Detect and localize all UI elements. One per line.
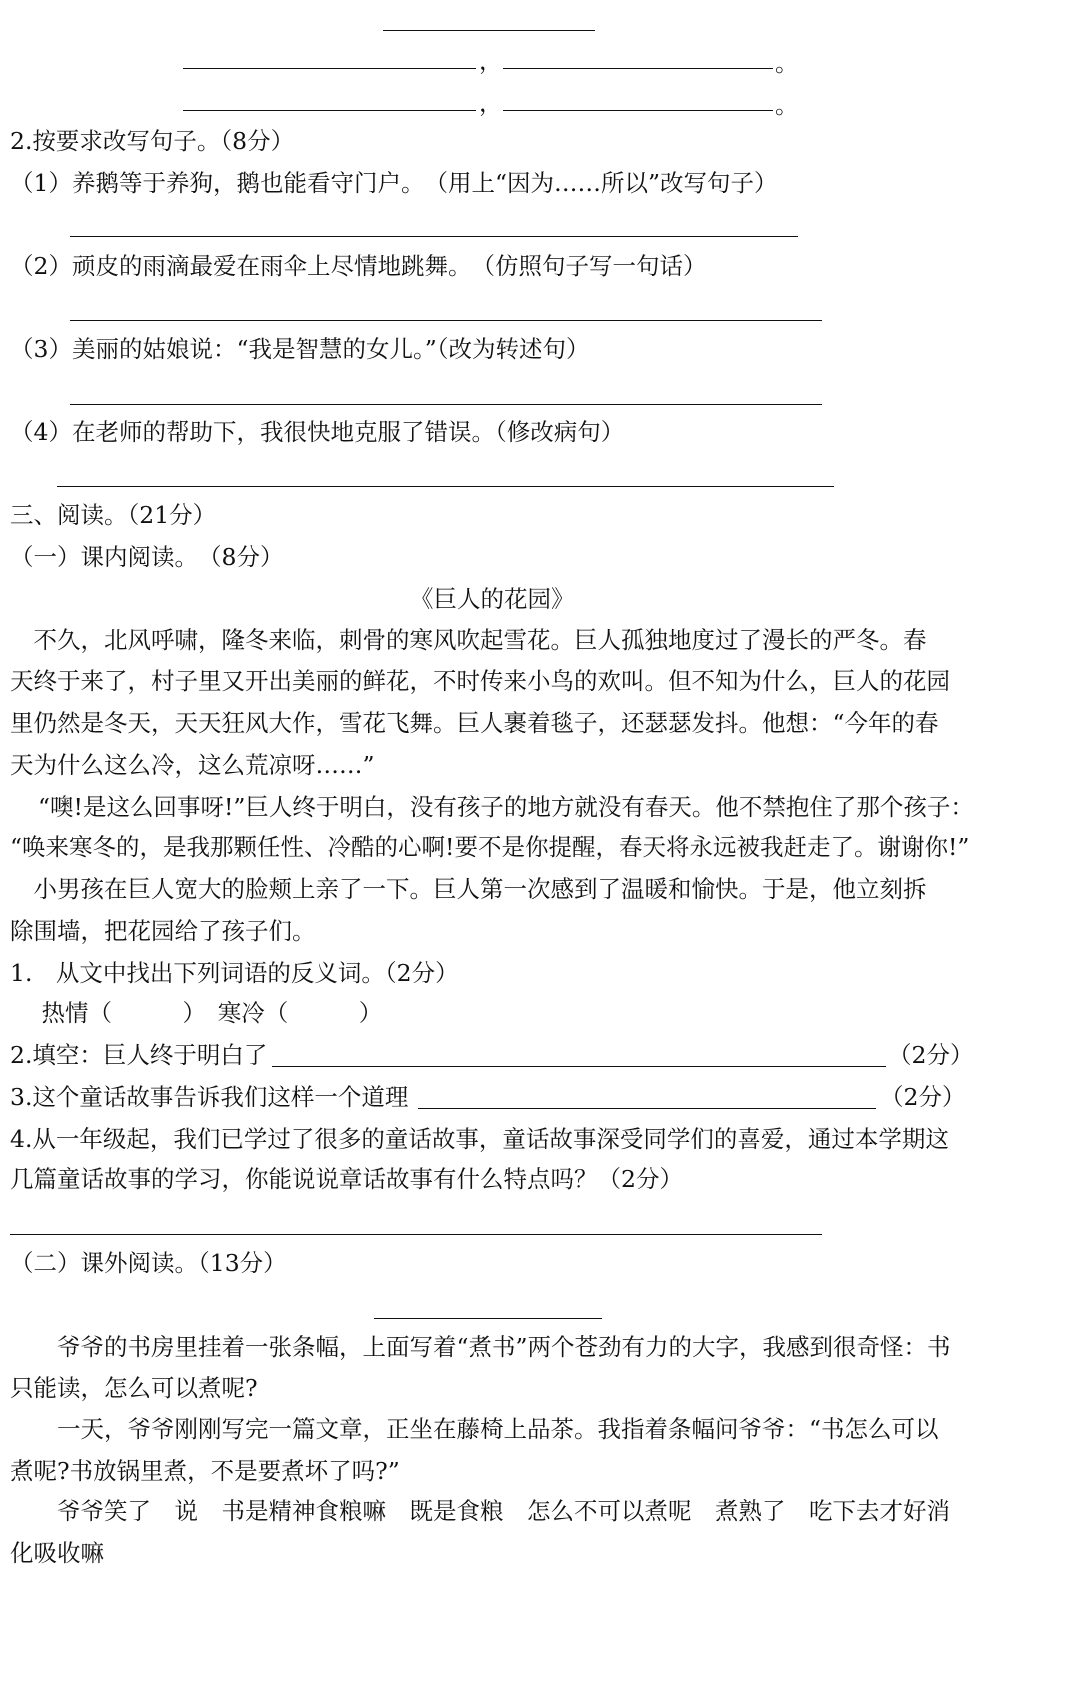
section-heading: 三、阅读。（21分） bbox=[10, 501, 217, 529]
question-item: 2.填空：巨人终于明白了 bbox=[10, 1041, 268, 1069]
passage-line: 爷爷的书房里挂着一张条幅，上面写着“煮书”两个苍劲有力的大字，我感到很奇怪：书 bbox=[10, 1333, 951, 1361]
question-item: （3）美丽的姑娘说：“我是智慧的女儿。”（改为转述句） bbox=[10, 335, 590, 363]
comma-mark: ， bbox=[479, 47, 503, 75]
answer-blank[interactable] bbox=[70, 236, 798, 237]
passage-line: 天为什么这么冷，这么荒凉呀……” bbox=[10, 751, 375, 779]
passage-line: 里仍然是冬天，天天狂风大作，雪花飞舞。巨人裹着毯子，还瑟瑟发抖。他想：“今年的春 bbox=[10, 709, 939, 737]
question-item: （1）养鹅等于养狗，鹅也能看守门户。 （用上“因为……所以”改写句子） bbox=[10, 169, 778, 197]
question-item: 4.从一年级起，我们已学过了很多的童话故事，童话故事深受同学们的喜爱，通过本学期这 bbox=[10, 1125, 949, 1153]
answer-blank[interactable] bbox=[183, 110, 476, 111]
score-label: （2分） bbox=[888, 1041, 974, 1069]
question-item: （2）顽皮的雨滴最爱在雨伞上尽情地跳舞。 （仿照句子写一句话） bbox=[10, 252, 707, 280]
passage-line: 煮呢?书放锅里煮，不是要煮坏了吗?” bbox=[10, 1457, 400, 1485]
section-heading: 2.按要求改写句子。（8分） bbox=[10, 127, 295, 155]
comma-mark: ， bbox=[479, 89, 503, 117]
answer-blank[interactable] bbox=[503, 110, 773, 111]
subsection-heading: （一）课内阅读。 （8分） bbox=[10, 543, 284, 571]
answer-blank[interactable] bbox=[10, 1234, 822, 1235]
passage-line: 只能读，怎么可以煮呢? bbox=[10, 1374, 258, 1402]
passage-line: “噢!是这么回事呀!”巨人终于明白，没有孩子的地方就没有春天。他不禁抱住了那个孩子： bbox=[38, 793, 974, 821]
antonym-blanks[interactable]: 热情（ ） 寒冷（ ） bbox=[18, 999, 383, 1027]
period-mark: 。 bbox=[775, 49, 799, 77]
subsection-heading: （二）课外阅读。（13分） bbox=[10, 1249, 287, 1277]
answer-blank[interactable] bbox=[503, 68, 773, 69]
answer-blank[interactable] bbox=[57, 486, 834, 487]
period-mark: 。 bbox=[775, 91, 799, 119]
question-item: 1. 从文中找出下列词语的反义词。（2分） bbox=[10, 959, 459, 987]
score-label: （2分） bbox=[880, 1083, 966, 1111]
answer-blank[interactable] bbox=[70, 404, 822, 405]
passage-line: 一天，爷爷刚刚写完一篇文章，正坐在藤椅上品茶。我指着条幅问爷爷：“书怎么可以 bbox=[10, 1415, 939, 1443]
answer-blank[interactable] bbox=[70, 320, 822, 321]
answer-blank[interactable] bbox=[183, 68, 476, 69]
passage-line: 化吸收嘛 bbox=[10, 1539, 104, 1567]
passage-line: 除围墙，把花园给了孩子们。 bbox=[10, 917, 316, 945]
question-item: 几篇童话故事的学习，你能说说章话故事有什么特点吗？（2分） bbox=[10, 1165, 683, 1193]
answer-blank[interactable] bbox=[272, 1066, 886, 1067]
passage-title-blank[interactable] bbox=[374, 1318, 602, 1319]
question-item: 3.这个童话故事告诉我们这样一个道理 bbox=[10, 1083, 409, 1111]
answer-blank[interactable] bbox=[418, 1108, 876, 1109]
passage-line: 小男孩在巨人宽大的脸颊上亲了一下。巨人第一次感到了温暖和愉快。于是，他立刻拆 bbox=[10, 875, 927, 903]
passage-line: 爷爷笑了 说 书是精神食粮嘛 既是食粮 怎么不可以煮呢 煮熟了 吃下去才好消 bbox=[10, 1497, 950, 1525]
passage-title: 《巨人的花园》 bbox=[410, 585, 575, 613]
passage-line: 不久，北风呼啸，隆冬来临，刺骨的寒风吹起雪花。巨人孤独地度过了漫长的严冬。春 bbox=[10, 626, 927, 654]
question-item: （4）在老师的帮助下，我很快地克服了错误。（修改病句） bbox=[10, 418, 625, 446]
answer-blank[interactable] bbox=[383, 30, 595, 31]
passage-line: 天终于来了，村子里又开出美丽的鲜花，不时传来小鸟的欢叫。但不知为什么，巨人的花园 bbox=[10, 667, 950, 695]
passage-line: “唤来寒冬的，是我那颗任性、冷酷的心啊!要不是你提醒，春天将永远被我赶走了。谢谢你!” bbox=[10, 833, 970, 861]
